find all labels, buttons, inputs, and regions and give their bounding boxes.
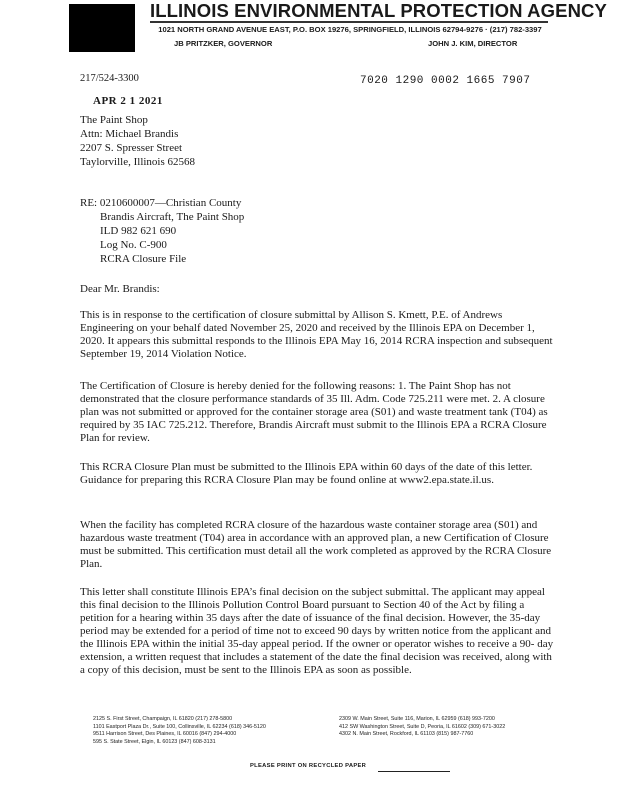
paragraph: When the facility has completed RCRA closure of the hazardous waste container storage area (S01) and hazardous waste treatment (T04) area in accordance with an approved plan, a new Certification of Closure must be submitted. This certification must detail all the work completed as approved by the RCRA Closure Plan. xyxy=(80,519,552,570)
agency-name: ILLINOIS ENVIRONMENTAL PROTECTION AGENCY xyxy=(150,0,607,21)
recipient-line: 2207 S. Spresser Street xyxy=(80,142,183,154)
recipient-line: The Paint Shop xyxy=(80,114,148,126)
governor-name: JB PRITZKER, GOVERNOR xyxy=(174,39,273,48)
recycled-paper-note: PLEASE PRINT ON RECYCLED PAPER xyxy=(250,763,367,769)
re-label: RE: 0210600007—Christian County xyxy=(80,197,242,209)
re-line: Log No. C-900 xyxy=(100,239,167,251)
recipient-line: Taylorville, Illinois 62568 xyxy=(80,156,196,168)
paragraph: This letter shall constitute Illinois EPA’s final decision on the subject submittal. The applicant may appeal this final decision to the Illinois Pollution Control Board pursuant to Section 40 of the Act by filing a petition for a hearing within 35 days after the date of issuance of the final decision. However, the 35-day period may be extended for a period of time not to exceed 90 days by written notice from the applicant and the Illinois EPA within the initial 35-day appeal period. If the owner or operator wishes to receive a 90- day extension, a written request that includes a statement of the date the final decision was received, along with a copy of this decision, must be sent to the Illinois EPA as soon as possible. xyxy=(80,586,554,676)
footer-office: 1101 Eastport Plaza Dr., Suite 100, Collinsville, IL 62234 (618) 346-5120 xyxy=(93,723,266,730)
recipient-address xyxy=(80,114,195,170)
re-line: Brandis Aircraft, The Paint Shop xyxy=(100,211,245,223)
footer-office: 2309 W. Main Street, Suite 116, Marion, IL 62959 (618) 993-7200 xyxy=(339,716,495,722)
phone-number: 217/524-3300 xyxy=(80,73,139,84)
recipient-line: Attn: Michael Brandis xyxy=(80,128,179,140)
footer-office: 2125 S. First Street, Champaign, IL 61820 (217) 278-5800 xyxy=(93,716,233,722)
letterhead-divider xyxy=(150,21,548,23)
paragraph: The Certification of Closure is hereby denied for the following reasons: 1. The Paint Shop has not demonstrated that the closure performance standards of 35 Ill. Adm. Code 725.211 were met. 2. A closure plan was not submitted or approved for the container storage area (S01) and waste treatment tank (T04) as required by 35 IAC 725.212. Therefore, Brandis Aircraft must submit to the Illinois EPA a RCRA Closure Plan for review. xyxy=(80,380,548,444)
director-name: JOHN J. KIM, DIRECTOR xyxy=(428,39,518,48)
re-details xyxy=(100,211,244,267)
footer-offices-right xyxy=(339,716,505,739)
paragraph: This is in response to the certification of closure submittal by Allison S. Kmett, P.E. of Andrews Engineering on your behalf dated November 25, 2020 and received by the Illinois EPA on December 1, 2020. It appears this submittal responds to the Illinois EPA May 16, 2014 RCRA inspection and subsequent September 19, 2014 Violation Notice. xyxy=(80,309,553,360)
footer-office: 9511 Harrison Street, Des Plaines, IL 60016 (847) 294-4000 xyxy=(93,731,237,738)
footer-offices-left xyxy=(93,716,266,746)
signature-line xyxy=(378,771,450,772)
paragraph: This RCRA Closure Plan must be submitted to the Illinois EPA within 60 days of the date of this letter. Guidance for preparing this RCRA Closure Plan may be found online at www2.epa.state.il.us. xyxy=(80,461,533,486)
date-stamp: APR 2 1 2021 xyxy=(93,95,163,107)
footer-office: 4302 N. Main Street, Rockford, IL 61103 (815) 987-7760 xyxy=(339,731,474,738)
re-line: ILD 982 621 690 xyxy=(100,225,177,237)
salutation: Dear Mr. Brandis: xyxy=(80,283,160,295)
footer-office: 412 SW Washington Street, Suite D, Peoria, IL 61602 (309) 671-3022 xyxy=(339,723,506,730)
tracking-number: 7020 1290 0002 1665 7907 xyxy=(360,75,531,87)
agency-logo xyxy=(69,4,135,52)
footer-office: 595 S. State Street, Elgin, IL 60123 (847) 608-3131 xyxy=(93,738,216,745)
re-line: RCRA Closure File xyxy=(100,253,187,265)
agency-address: 1021 NORTH GRAND AVENUE EAST, P.O. BOX 19276, SPRINGFIELD, ILLINOIS 62794-9276 · (217) 782-3397 xyxy=(158,25,542,34)
